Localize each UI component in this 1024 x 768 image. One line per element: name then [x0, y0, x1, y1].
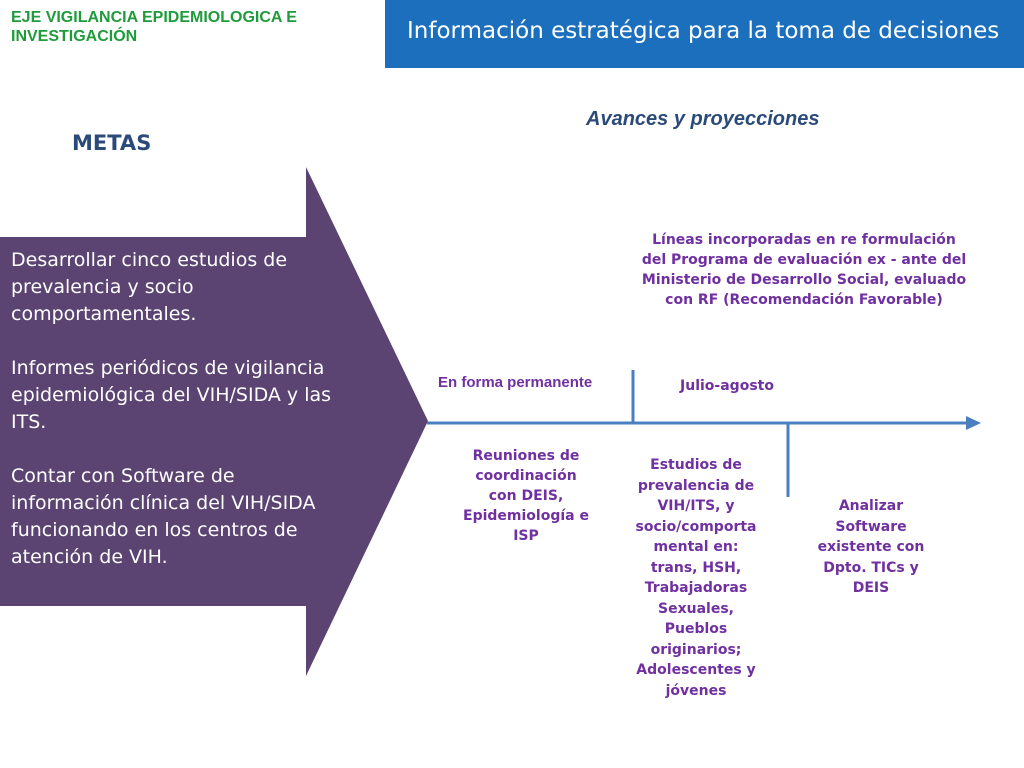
analizar-text: Analizar Software existente con Dpto. TICs y DEIS	[817, 498, 925, 596]
goal-item: Informes periódicos de vigilancia epidemiológica del VIH/SIDA y las ITS.	[11, 357, 332, 433]
timeline-arrowhead	[966, 416, 981, 430]
lineas-incorporadas-text: Líneas incorporadas en re formulación del Programa de evaluación ex - ante del Ministerio de Desarrollo Social, evaluado con RF (Recomendación Favorable)	[641, 232, 967, 308]
reuniones-text: Reuniones de coordinación con DEIS, Epidemiología e ISP	[463, 448, 589, 544]
metas-heading: METAS	[72, 131, 152, 155]
eje-title-line1: EJE VIGILANCIA EPIDEMIOLOGICA E	[11, 9, 297, 26]
eje-title-line2: INVESTIGACIÓN	[11, 28, 138, 45]
julio-agosto-label: Julio-agosto	[680, 378, 774, 394]
permanente-label: En forma permanente	[438, 374, 593, 391]
page-title: Información estratégica para la toma de decisiones	[407, 18, 1000, 44]
avances-heading: Avances y proyecciones	[586, 108, 820, 130]
estudios-text: Estudios de prevalencia de VIH/ITS, y socio/comporta mental en: trans, HSH, Trabajadoras Sexuales, Pueblos originarios; Adolescentes y jóvenes	[635, 457, 757, 699]
goal-item: Desarrollar cinco estudios de prevalencia y socio comportamentales.	[11, 249, 288, 325]
goals-list	[11, 247, 336, 598]
goal-item: Contar con Software de información clínica del VIH/SIDA funcionando en los centros de atención de VIH.	[11, 465, 316, 568]
